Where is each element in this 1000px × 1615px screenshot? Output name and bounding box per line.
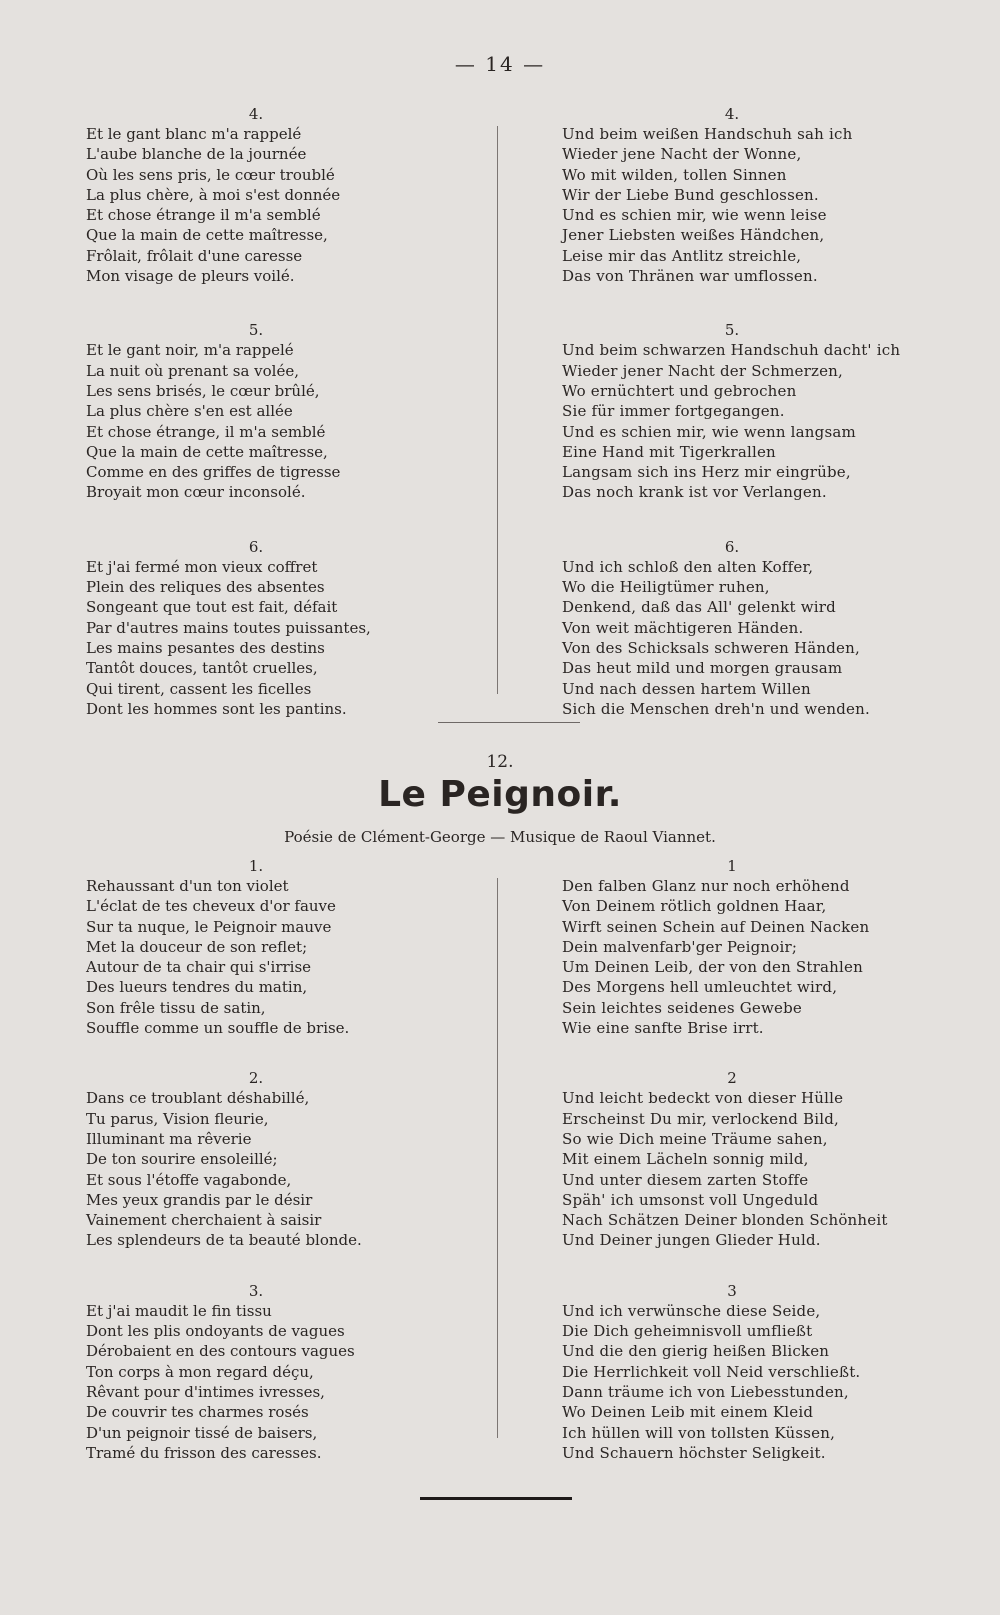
song2-french-column [86, 856, 486, 1463]
verse-line: Sich die Menschen dreh'n und wenden. [562, 699, 870, 718]
verse-line: Nach Schätzen Deiner blonden Schönheit [562, 1211, 888, 1230]
verse-line: Erscheinst Du mir, verlockend Bild, [562, 1109, 839, 1128]
verse-line: Sein leichtes seidenes Gewebe [562, 998, 802, 1017]
page-number: — 14 — [454, 52, 546, 76]
verse-line: Und beim weißen Handschuh sah ich [562, 125, 853, 143]
verse-line: Et sous l'étoffe vagabonde, [86, 1170, 292, 1189]
song1-french-column [86, 104, 486, 719]
verse-line: Das noch krank ist vor Verlangen. [562, 483, 827, 502]
verse-line: Que la main de cette maîtresse, [86, 226, 328, 245]
verse-line: Des Morgens hell umleuchtet wird, [562, 978, 838, 997]
verse-line: Und es schien mir, wie wenn langsam [562, 422, 856, 441]
stanza [562, 537, 982, 719]
stanza-number: 4. [724, 105, 740, 123]
song-title: Le Peignoir. [378, 774, 622, 815]
verse-line: Les mains pesantes des destins [86, 638, 325, 657]
verse-line: Son frêle tissu de satin, [86, 998, 266, 1017]
verse-line: Die Herrlichkeit voll Neid verschließt. [562, 1362, 861, 1381]
verse-line: Und leicht bedeckt von dieser Hülle [562, 1089, 844, 1108]
stanza [86, 1281, 486, 1463]
stanza-number: 5. [724, 321, 740, 340]
stanza [562, 856, 982, 1038]
verse-line: Les splendeurs de ta beauté blonde. [86, 1231, 362, 1250]
stanza [86, 856, 486, 1038]
verse-line: Wirft seinen Schein auf Deinen Nacken [562, 917, 870, 936]
stanza [86, 320, 486, 502]
stanza-number: 6. [248, 537, 264, 556]
verse-line: Und ich verwünsche diese Seide, [562, 1301, 821, 1320]
verse-line: Langsam sich ins Herz mir eingrübe, [562, 463, 851, 482]
verse-line: Mon visage de pleurs voilé. [86, 267, 295, 286]
verse-line: Dont les plis ondoyants de vagues [86, 1322, 345, 1341]
verse-line: So wie Dich meine Träume sahen, [562, 1129, 828, 1148]
verse-line: Et le gant blanc m'a rappelé [86, 125, 302, 143]
verse-line: Comme en des griffes de tigresse [86, 463, 341, 482]
verse-line: Das von Thränen war umflossen. [562, 267, 818, 286]
verse-line: Und Schauern höchster Seligkeit. [562, 1443, 826, 1462]
verse-line: Leise mir das Antlitz streichle, [562, 246, 802, 265]
verse-line: Um Deinen Leib, der von den Strahlen [562, 958, 863, 977]
verse-line: Mit einem Lächeln sonnig mild, [562, 1150, 809, 1169]
verse-line: La nuit où prenant sa volée, [86, 361, 299, 380]
verse-line: Das heut mild und morgen grausam [562, 659, 843, 678]
stanza [562, 104, 982, 286]
verse-line: Und Deiner jungen Glieder Huld. [562, 1231, 821, 1250]
verse-line: Et j'ai fermé mon vieux coffret [86, 557, 318, 576]
verse-line: De ton sourire ensoleillé; [86, 1150, 278, 1169]
verse-line: Von des Schicksals schweren Händen, [562, 638, 860, 657]
verse-line: Dans ce troublant déshabillé, [86, 1089, 310, 1108]
verse-line: Dann träume ich von Liebesstunden, [562, 1382, 849, 1401]
verse-line: La plus chère, à moi s'est donnée [86, 185, 341, 204]
stanza [562, 1068, 982, 1250]
verse-line: Und die den gierig heißen Blicken [562, 1342, 830, 1361]
verse-line: D'un peignoir tissé de baisers, [86, 1423, 318, 1442]
stanza-number: 5. [248, 321, 264, 340]
verse-line: Vainement cherchaient à saisir [86, 1211, 322, 1230]
verse-line: Met la douceur de son reflet; [86, 937, 308, 956]
verse-line: Tantôt douces, tantôt cruelles, [86, 659, 318, 678]
verse-line: Mes yeux grandis par le désir [86, 1190, 313, 1209]
stanza-number: 1 [727, 857, 737, 875]
verse-line: Wie eine sanfte Brise irrt. [562, 1019, 764, 1038]
stanza-number: 3. [248, 1281, 264, 1300]
stanza [86, 537, 486, 719]
verse-line: Und ich schloß den alten Koffer, [562, 557, 814, 576]
verse-line: Wieder jene Nacht der Wonne, [562, 145, 802, 164]
verse-line: Rehaussant d'un ton violet [86, 877, 289, 895]
verse-line: Songeant que tout est fait, défait [86, 598, 338, 617]
column-divider [497, 126, 498, 694]
verse-line: Und beim schwarzen Handschuh dacht' ich [562, 341, 901, 360]
verse-line: Illuminant ma rêverie [86, 1129, 252, 1148]
verse-line: Jener Liebsten weißes Händchen, [562, 226, 825, 245]
verse-line: Denkend, daß das All' gelenkt wird [562, 598, 836, 617]
verse-line: Wo Deinen Leib mit einem Kleid [562, 1403, 814, 1422]
verse-line: Tramé du frisson des caresses. [86, 1443, 322, 1462]
stanza-number: 2. [248, 1069, 264, 1088]
verse-line: Par d'autres mains toutes puissantes, [86, 618, 371, 637]
song2-german-column [562, 856, 982, 1463]
end-rule [420, 1497, 572, 1500]
verse-line: Ton corps à mon regard déçu, [86, 1362, 314, 1381]
stanza-number: 4. [248, 105, 264, 123]
verse-line: Und unter diesem zarten Stoffe [562, 1170, 809, 1189]
verse-line: Souffle comme un souffle de brise. [86, 1019, 350, 1038]
stanza-number: 2 [727, 1069, 737, 1088]
verse-line: Eine Hand mit Tigerkrallen [562, 442, 776, 461]
verse-line: Et chose étrange, il m'a semblé [86, 422, 326, 441]
verse-line: Les sens brisés, le cœur brûlé, [86, 381, 320, 400]
verse-line: Den falben Glanz nur noch erhöhend [562, 877, 850, 895]
verse-line: Rêvant pour d'intimes ivresses, [86, 1382, 325, 1401]
verse-line: Ich hüllen will von tollsten Küssen, [562, 1423, 836, 1442]
verse-line: Qui tirent, cassent les ficelles [86, 679, 312, 698]
verse-line: De couvrir tes charmes rosés [86, 1403, 309, 1422]
verse-line: Plein des reliques des absentes [86, 578, 325, 597]
stanza [86, 1068, 486, 1250]
verse-line: Von Deinem rötlich goldnen Haar, [562, 897, 827, 916]
stanza [562, 1281, 982, 1463]
verse-line: Autour de ta chair qui s'irrise [86, 958, 312, 977]
verse-line: Dérobaient en des contours vagues [86, 1342, 355, 1361]
verse-line: Broyait mon cœur inconsolé. [86, 483, 306, 502]
verse-line: Où les sens pris, le cœur troublé [86, 165, 335, 184]
verse-line: Que la main de cette maîtresse, [86, 442, 328, 461]
verse-line: Frôlait, frôlait d'une caresse [86, 246, 303, 265]
verse-line: Dein malvenfarb'ger Peignoir; [562, 937, 798, 956]
stanza [86, 104, 486, 286]
verse-line: L'aube blanche de la journée [86, 145, 307, 164]
section-divider [438, 722, 580, 723]
verse-line: Die Dich geheimnisvoll umfließt [562, 1322, 813, 1341]
song-number: 12. [486, 752, 514, 772]
verse-line: Sie für immer fortgegangen. [562, 402, 785, 421]
verse-line: Und nach dessen hartem Willen [562, 679, 811, 698]
verse-line: Wo mit wilden, tollen Sinnen [562, 165, 787, 184]
column-divider [497, 878, 498, 1438]
verse-line: Von weit mächtigeren Händen. [562, 618, 804, 637]
verse-line: Et chose étrange il m'a semblé [86, 206, 321, 225]
verse-line: Späh' ich umsonst voll Ungeduld [562, 1190, 819, 1209]
verse-line: Des lueurs tendres du matin, [86, 978, 308, 997]
verse-line: Wieder jener Nacht der Schmerzen, [562, 361, 844, 380]
verse-line: Wo ernüchtert und gebrochen [562, 381, 797, 400]
verse-line: Wir der Liebe Bund geschlossen. [562, 185, 819, 204]
verse-line: Et j'ai maudit le fin tissu [86, 1301, 272, 1320]
verse-line: Tu parus, Vision fleurie, [86, 1109, 269, 1128]
verse-line: L'éclat de tes cheveux d'or fauve [86, 897, 336, 916]
verse-line: La plus chère s'en est allée [86, 402, 293, 421]
verse-line: Wo die Heiligtümer ruhen, [562, 578, 770, 597]
stanza [562, 320, 982, 502]
verse-line: Dont les hommes sont les pantins. [86, 699, 347, 718]
song1-german-column [562, 104, 982, 719]
verse-line: Sur ta nuque, le Peignoir mauve [86, 917, 332, 936]
song-credits: Poésie de Clément-George — Musique de Raoul Viannet. [284, 828, 716, 846]
verse-line: Et le gant noir, m'a rappelé [86, 341, 294, 360]
stanza-number: 3 [727, 1281, 737, 1300]
stanza-number: 1. [248, 857, 264, 875]
verse-line: Und es schien mir, wie wenn leise [562, 206, 827, 225]
stanza-number: 6. [724, 537, 740, 556]
